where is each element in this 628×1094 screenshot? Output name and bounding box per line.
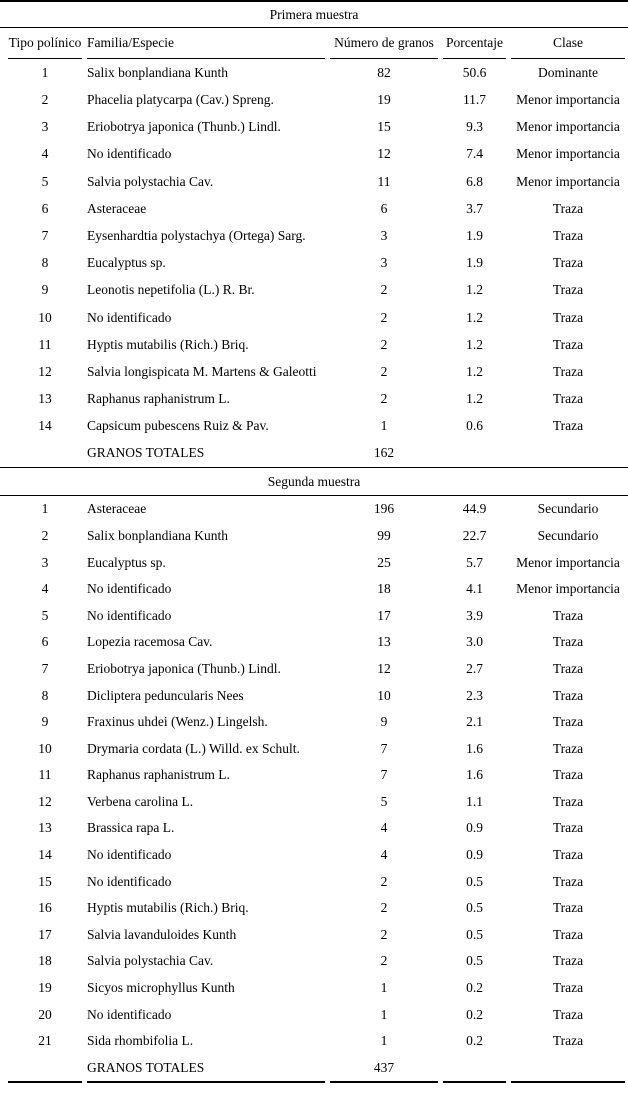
cell-numero-de-granos: 19	[377, 92, 391, 108]
cell-clase: Menor importancia	[516, 581, 620, 597]
cell-numero-de-granos: 25	[377, 554, 391, 570]
cell-clase: Traza	[552, 363, 584, 379]
cell-porcentaje: 1.1	[466, 793, 483, 809]
cell-porcentaje: 0.9	[466, 847, 483, 863]
cell-familia-especie: Salvia lavanduloides Kunth	[87, 926, 237, 942]
table-row	[0, 788, 628, 815]
cell-porcentaje: 6.8	[466, 173, 483, 189]
cell-porcentaje: 7.4	[466, 146, 483, 162]
table-row	[0, 86, 628, 113]
cell-numero-de-granos: 4	[380, 847, 388, 863]
section-title-primera-muestra: Primera muestra	[269, 6, 359, 22]
cell-numero-de-granos: 2	[380, 873, 388, 889]
rule-segment	[87, 1081, 325, 1083]
cell-numero-de-granos: 7	[380, 767, 388, 783]
cell-tipo-polinico: 1	[41, 64, 49, 80]
cell-familia-especie: Brassica rapa L.	[87, 820, 175, 836]
cell-familia-especie: Drymaria cordata (L.) Willd. ex Schult.	[87, 740, 300, 756]
cell-porcentaje: 1.6	[466, 740, 483, 756]
cell-familia-especie: No identificado	[87, 146, 172, 162]
cell-clase: Traza	[552, 634, 584, 650]
table-row	[0, 412, 628, 439]
cell-numero-de-granos: 2	[380, 391, 388, 407]
cell-numero-de-granos: 1	[380, 1006, 388, 1022]
cell-familia-especie: No identificado	[87, 607, 172, 623]
table-row	[0, 842, 628, 869]
cell-tipo-polinico: 3	[41, 119, 49, 135]
cell-tipo-polinico: 6	[41, 200, 49, 216]
cell-clase: Traza	[552, 980, 584, 996]
cell-clase: Traza	[552, 873, 584, 889]
cell-clase: Traza	[552, 227, 584, 243]
cell-numero-de-granos: 2	[380, 953, 388, 969]
granos-totales-label: GRANOS TOTALES	[87, 445, 205, 461]
cell-tipo-polinico: 18	[38, 953, 52, 969]
cell-porcentaje: 44.9	[462, 501, 487, 517]
section-title-segunda-muestra: Segunda muestra	[267, 473, 361, 489]
cell-familia-especie: Eysenhardtia polystachya (Ortega) Sarg.	[87, 227, 306, 243]
cell-porcentaje: 1.9	[466, 227, 483, 243]
cell-numero-de-granos: 13	[377, 634, 391, 650]
cell-numero-de-granos: 10	[377, 687, 391, 703]
cell-porcentaje: 3.0	[466, 634, 483, 650]
cell-porcentaje: 50.6	[462, 64, 487, 80]
cell-tipo-polinico: 9	[41, 714, 49, 730]
cell-porcentaje: 0.6	[466, 418, 483, 434]
segunda-muestra-rows	[0, 496, 628, 1081]
cell-porcentaje: 0.2	[466, 1033, 483, 1049]
cell-familia-especie: Eucalyptus sp.	[87, 255, 166, 271]
cell-tipo-polinico: 4	[41, 146, 49, 162]
cell-clase: Traza	[552, 1006, 584, 1022]
cell-familia-especie: Sida rhombifolia L.	[87, 1033, 194, 1049]
cell-numero-de-granos: 196	[373, 501, 395, 517]
cell-familia-especie: Eriobotrya japonica (Thunb.) Lindl.	[87, 119, 281, 135]
table-row	[0, 682, 628, 709]
cell-familia-especie: Capsicum pubescens Ruiz & Pav.	[87, 418, 269, 434]
cell-numero-de-granos: 2	[380, 336, 388, 352]
table-row	[0, 549, 628, 576]
granos-totales-row	[0, 1054, 628, 1081]
cell-tipo-polinico: 4	[41, 581, 49, 597]
cell-familia-especie: No identificado	[87, 847, 172, 863]
table-row	[0, 249, 628, 276]
cell-clase: Menor importancia	[516, 119, 620, 135]
table-row	[0, 522, 628, 549]
table-row	[0, 735, 628, 762]
cell-numero-de-granos: 99	[377, 527, 391, 543]
col-header-clase: Clase	[553, 35, 583, 50]
cell-familia-especie: No identificado	[87, 873, 172, 889]
table-row	[0, 1028, 628, 1055]
cell-tipo-polinico: 15	[38, 873, 52, 889]
table-row	[0, 576, 628, 603]
cell-clase: Traza	[552, 926, 584, 942]
granos-totales-row	[0, 440, 628, 467]
cell-familia-especie: Dicliptera peduncularis Nees	[87, 687, 244, 703]
cell-porcentaje: 2.3	[466, 687, 483, 703]
cell-clase: Traza	[552, 687, 584, 703]
cell-clase: Traza	[552, 820, 584, 836]
cell-porcentaje: 0.2	[466, 1006, 483, 1022]
table-row	[0, 868, 628, 895]
table-row	[0, 895, 628, 922]
cell-numero-de-granos: 1	[380, 1033, 388, 1049]
cell-familia-especie: Hyptis mutabilis (Rich.) Briq.	[87, 336, 249, 352]
cell-clase: Traza	[552, 847, 584, 863]
cell-clase: Traza	[552, 793, 584, 809]
cell-familia-especie: No identificado	[87, 581, 172, 597]
cell-familia-especie: Lopezia racemosa Cav.	[87, 634, 213, 650]
cell-tipo-polinico: 12	[38, 793, 52, 809]
table-row	[0, 195, 628, 222]
cell-numero-de-granos: 82	[377, 64, 391, 80]
cell-porcentaje: 0.5	[466, 873, 483, 889]
cell-tipo-polinico: 2	[41, 92, 49, 108]
table-row	[0, 921, 628, 948]
cell-porcentaje	[443, 440, 506, 467]
table-row	[0, 59, 628, 86]
cell-familia-especie: Salvia polystachia Cav.	[87, 173, 214, 189]
cell-familia-especie: Salix bonplandiana Kunth	[87, 527, 228, 543]
cell-numero-de-granos: 2	[380, 363, 388, 379]
cell-porcentaje	[443, 1054, 506, 1081]
cell-tipo-polinico: 13	[38, 820, 52, 836]
cell-numero-de-granos: 1	[380, 418, 388, 434]
cell-clase: Menor importancia	[516, 173, 620, 189]
cell-porcentaje: 0.5	[466, 953, 483, 969]
cell-clase: Traza	[552, 255, 584, 271]
cell-numero-de-granos: 9	[380, 714, 388, 730]
cell-numero-de-granos: 3	[380, 227, 388, 243]
table-bottom-rule	[0, 1081, 628, 1083]
cell-numero-de-granos: 3	[380, 255, 388, 271]
cell-porcentaje: 1.6	[466, 767, 483, 783]
table-row	[0, 629, 628, 656]
cell-tipo-polinico: 17	[38, 926, 52, 942]
cell-tipo-polinico: 5	[41, 173, 49, 189]
cell-clase: Secundario	[537, 527, 599, 543]
cell-porcentaje: 0.9	[466, 820, 483, 836]
table-row	[0, 168, 628, 195]
cell-familia-especie: Raphanus raphanistrum L.	[87, 391, 230, 407]
cell-clase: Traza	[552, 900, 584, 916]
cell-porcentaje: 5.7	[466, 554, 483, 570]
cell-numero-de-granos: 1	[380, 980, 388, 996]
table-row	[0, 948, 628, 975]
cell-familia-especie: Salvia longispicata M. Martens & Galeotti	[87, 363, 317, 379]
table-row	[0, 496, 628, 523]
cell-porcentaje: 2.1	[466, 714, 483, 730]
cell-familia-especie: No identificado	[87, 1006, 172, 1022]
col-header-numero-de-granos: Número de granos	[334, 35, 434, 50]
col-header-tipo-polinico: Tipo polínico	[8, 35, 82, 50]
cell-clase: Traza	[552, 418, 584, 434]
cell-tipo-polinico: 9	[41, 282, 49, 298]
cell-tipo-polinico: 13	[38, 391, 52, 407]
cell-familia-especie: Salix bonplandiana Kunth	[87, 64, 228, 80]
cell-numero-de-granos: 5	[380, 793, 388, 809]
cell-porcentaje: 1.2	[466, 282, 483, 298]
cell-clase: Traza	[552, 336, 584, 352]
cell-clase: Traza	[552, 282, 584, 298]
cell-familia-especie: Raphanus raphanistrum L.	[87, 767, 230, 783]
cell-porcentaje: 11.7	[462, 92, 487, 108]
cell-tipo-polinico: 19	[38, 980, 52, 996]
cell-familia-especie: Phacelia platycarpa (Cav.) Spreng.	[87, 92, 274, 108]
rule-segment	[511, 1081, 625, 1083]
cell-numero-de-granos: 2	[380, 926, 388, 942]
rule-segment	[330, 1081, 438, 1083]
cell-numero-de-granos: 2	[380, 282, 388, 298]
cell-familia-especie: Verbena carolina L.	[87, 793, 194, 809]
cell-familia-especie: Fraxinus uhdei (Wenz.) Lingelsh.	[87, 714, 268, 730]
cell-clase: Traza	[552, 200, 584, 216]
cell-tipo-polinico: 10	[38, 309, 52, 325]
cell-porcentaje: 0.2	[466, 980, 483, 996]
cell-familia-especie: Eucalyptus sp.	[87, 554, 166, 570]
table-row	[0, 358, 628, 385]
table-row	[0, 815, 628, 842]
cell-tipo-polinico: 21	[38, 1033, 52, 1049]
cell-clase: Traza	[552, 607, 584, 623]
cell-porcentaje: 0.5	[466, 926, 483, 942]
cell-numero-de-granos: 18	[377, 581, 391, 597]
granos-totales-value: 437	[373, 1059, 395, 1075]
table-row	[0, 222, 628, 249]
rule-segment	[8, 1081, 82, 1083]
cell-tipo-polinico: 14	[38, 418, 52, 434]
cell-tipo-polinico: 7	[41, 227, 49, 243]
cell-porcentaje: 9.3	[466, 119, 483, 135]
table-row	[0, 141, 628, 168]
cell-numero-de-granos: 11	[377, 173, 391, 189]
cell-tipo-polinico: 12	[38, 363, 52, 379]
cell-porcentaje: 3.7	[466, 200, 483, 216]
rule-segment	[443, 1081, 506, 1083]
cell-tipo-polinico: 7	[41, 660, 49, 676]
cell-numero-de-granos: 12	[377, 660, 391, 676]
cell-numero-de-granos: 6	[380, 200, 388, 216]
cell-numero-de-granos: 15	[377, 119, 391, 135]
cell-familia-especie: Leonotis nepetifolia (L.) R. Br.	[87, 282, 255, 298]
cell-clase: Secundario	[537, 501, 599, 517]
cell-familia-especie: Eriobotrya japonica (Thunb.) Lindl.	[87, 660, 281, 676]
cell-clase: Dominante	[538, 64, 598, 80]
cell-tipo-polinico	[8, 1054, 82, 1081]
table-row	[0, 277, 628, 304]
cell-familia-especie: No identificado	[87, 309, 172, 325]
col-header-porcentaje: Porcentaje	[446, 35, 503, 50]
cell-clase	[511, 440, 625, 467]
cell-clase: Traza	[552, 740, 584, 756]
cell-tipo-polinico: 11	[38, 336, 52, 352]
table-row	[0, 602, 628, 629]
cell-numero-de-granos: 17	[377, 607, 391, 623]
cell-clase: Traza	[552, 767, 584, 783]
cell-tipo-polinico: 6	[41, 634, 49, 650]
granos-totales-label: GRANOS TOTALES	[87, 1059, 205, 1075]
cell-clase: Traza	[552, 953, 584, 969]
col-header-familia-especie: Familia/Especie	[87, 35, 174, 50]
cell-tipo-polinico: 20	[38, 1006, 52, 1022]
table-row	[0, 385, 628, 412]
cell-clase: Menor importancia	[516, 146, 620, 162]
cell-tipo-polinico: 1	[41, 501, 49, 517]
table-row	[0, 331, 628, 358]
cell-clase: Traza	[552, 1033, 584, 1049]
cell-clase: Traza	[552, 714, 584, 730]
table-row	[0, 304, 628, 331]
cell-porcentaje: 2.7	[466, 660, 483, 676]
cell-numero-de-granos: 2	[380, 900, 388, 916]
cell-tipo-polinico: 8	[41, 687, 49, 703]
cell-porcentaje: 1.2	[466, 336, 483, 352]
cell-clase: Menor importancia	[516, 554, 620, 570]
cell-numero-de-granos: 4	[380, 820, 388, 836]
cell-numero-de-granos: 12	[377, 146, 391, 162]
table-row	[0, 1001, 628, 1028]
cell-clase	[511, 1054, 625, 1081]
cell-porcentaje: 1.9	[466, 255, 483, 271]
cell-porcentaje: 22.7	[462, 527, 487, 543]
cell-tipo-polinico: 10	[38, 740, 52, 756]
granos-totales-value: 162	[373, 445, 395, 461]
cell-porcentaje: 1.2	[466, 309, 483, 325]
cell-familia-especie: Asteraceae	[87, 200, 147, 216]
cell-porcentaje: 4.1	[466, 581, 483, 597]
cell-tipo-polinico: 2	[41, 527, 49, 543]
cell-tipo-polinico	[8, 440, 82, 467]
cell-clase: Traza	[552, 309, 584, 325]
cell-tipo-polinico: 11	[38, 767, 52, 783]
cell-porcentaje: 1.2	[466, 363, 483, 379]
cell-porcentaje: 0.5	[466, 900, 483, 916]
table-row	[0, 975, 628, 1002]
column-header-row	[0, 28, 628, 59]
cell-clase: Menor importancia	[516, 92, 620, 108]
cell-tipo-polinico: 16	[38, 900, 52, 916]
cell-tipo-polinico: 5	[41, 607, 49, 623]
table-row	[0, 113, 628, 140]
cell-familia-especie: Salvia polystachia Cav.	[87, 953, 214, 969]
cell-familia-especie: Hyptis mutabilis (Rich.) Briq.	[87, 900, 249, 916]
cell-numero-de-granos: 2	[380, 309, 388, 325]
cell-tipo-polinico: 14	[38, 847, 52, 863]
cell-tipo-polinico: 3	[41, 554, 49, 570]
table-row	[0, 762, 628, 789]
table-row	[0, 655, 628, 682]
cell-familia-especie: Asteraceae	[87, 501, 147, 517]
cell-tipo-polinico: 8	[41, 255, 49, 271]
primera-muestra-rows	[0, 59, 628, 467]
cell-porcentaje: 3.9	[466, 607, 483, 623]
cell-numero-de-granos: 7	[380, 740, 388, 756]
cell-clase: Traza	[552, 391, 584, 407]
cell-clase: Traza	[552, 660, 584, 676]
table-row	[0, 709, 628, 736]
cell-familia-especie: Sicyos microphyllus Kunth	[87, 980, 235, 996]
cell-porcentaje: 1.2	[466, 391, 483, 407]
